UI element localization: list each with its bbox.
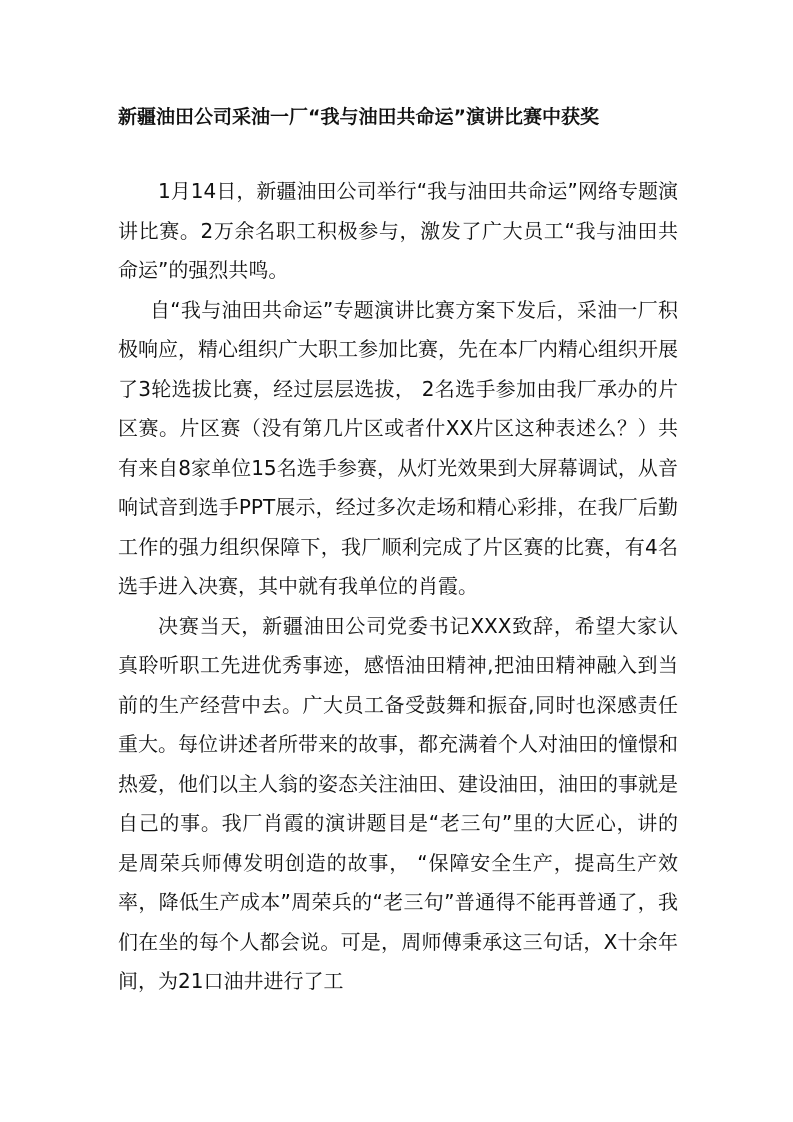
document-body [118,172,678,1002]
paragraph: 自“我与油田共命运”专题演讲比赛方案下发后，采油一厂积极响应，精心组织广大职工参加比赛，先在本厂内精心组织开展了3轮选拔比赛，经过层层选拔， 2名选手参加由我厂承办的片区赛。片区赛（没有第几片区或者什XX片区这种表述么？）共有来自8家单位15名选手参赛，从灯光效果到大屏幕调试，从音响试音到选手PPT展示，经过多次走场和精心彩排，在我厂后勤工作的强力组织保障下，我厂顺利完成了片区赛的比赛，有4名选手进入决赛，其中就有我单位的肖霞。 [118,297,678,598]
document-title: 新疆油田公司采油一厂“我与油田共命运”演讲比赛中获奖 [118,106,599,128]
paragraph: 决赛当天，新疆油田公司党委书记XXX致辞，希望大家认真聆听职工先进优秀事迹，感悟油田精神,把油田精神融入到当前的生产经营中去。广大员工备受鼓舞和振奋,同时也深感责任重大。每位讲述者所带来的故事，都充满着个人对油田的憧憬和热爱，他们以主人翁的姿态关注油田、建设油田，油田的事就是自己的事。我厂肖霞的演讲题目是“老三句”里的大匠心，讲的是周荣兵师傅发明创造的故事， “保障安全生产，提高生产效率，降低生产成本”周荣兵的“老三句”普通得不能再普通了，我们在坐的每个人都会说。可是，周师傅秉承这三句话，X十余年间，为21口油井进行了工 [118,613,678,993]
paragraph: 1月14日，新疆油田公司举行“我与油田共命运”网络专题演讲比赛。2万余名职工积极参与，激发了广大员工“我与油田共命运”的强烈共鸣。 [118,179,678,282]
